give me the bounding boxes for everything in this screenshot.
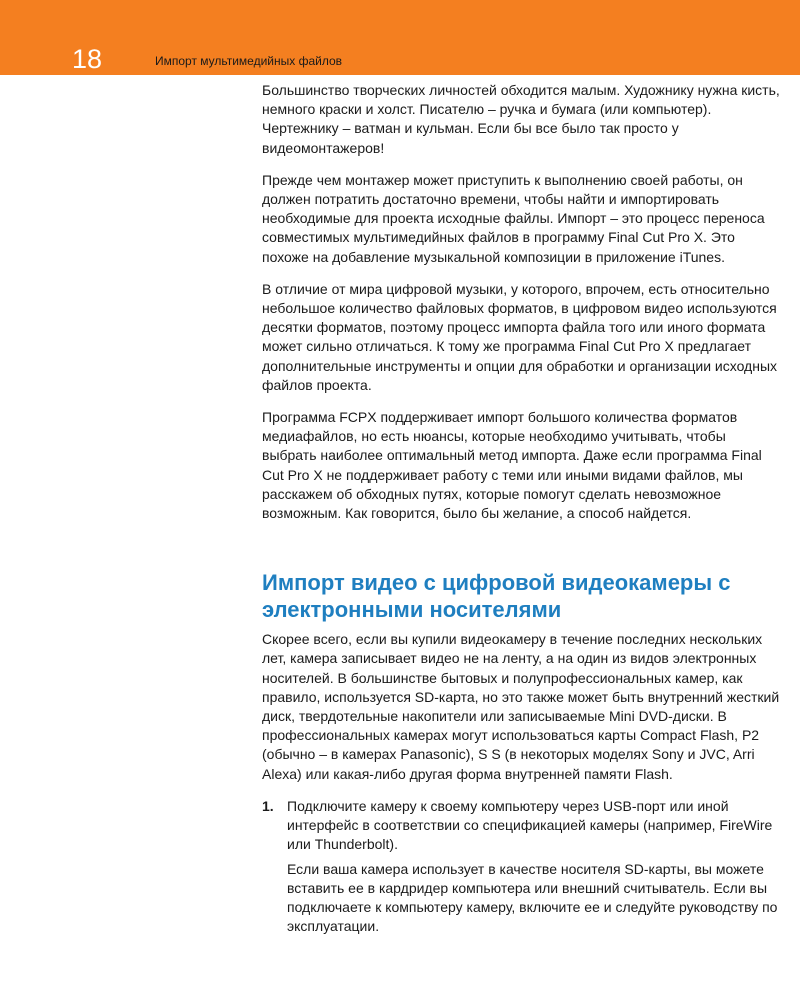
body-paragraph: Большинство творческих личностей обходится малым. Художнику нужна кисть, немного краски и холст. Писателю – ручка и бумага (или компьютер). Чертежнику – ватман и кульман. Если бы все было так просто у видеомонтажеров! bbox=[262, 82, 780, 156]
list-item-subtext: Если ваша камера использует в качестве носителя SD-карты, вы можете вставить ее в кардридер компьютера или внешний считыватель. Если вы подключаете к компьютеру камеру, включите ее и следуйте руководству по эксплуатации. bbox=[287, 860, 778, 935]
page-number: 18 bbox=[72, 44, 103, 74]
chapter-title: Импорт мультимедийных файлов bbox=[155, 54, 343, 68]
body-paragraph: Программа FCPX поддерживает импорт большого количества форматов медиафайлов, но есть нюансы, которые необходимо учитывать, чтобы выбрать наиболее оптимальный метод импорта. Даже если программа Final Cut Pro X не поддерживает работу с теми или иными видами файлов, мы расскажем об обходных путях, которые помогут сделать невозможное возможным. Как говорится, было бы желание, а способ найдется. bbox=[262, 409, 762, 522]
list-marker: 1. bbox=[262, 797, 274, 814]
body-paragraph: Прежде чем монтажер может приступить к выполнению своей работы, он должен потратить достаточно времени, чтобы найти и импортировать необходимые для проекта исходные файлы. Импорт – это процесс переноса совместимых мультимедийных файлов в программу Final Cut Pro X. Это похоже на добавление музыкальной композиции в приложение iTunes. bbox=[262, 171, 765, 265]
list-item bbox=[262, 797, 780, 936]
section-heading: Импорт видео с цифровой видеокамеры с электронными носителями bbox=[262, 570, 731, 623]
body-paragraph: В отличие от мира цифровой музыки, у которого, впрочем, есть относительно небольшое количество файловых форматов, в цифровом видео используются десятки форматов, поэтому процесс импорта файла того или иного формата может сильно отличаться. К тому же программа Final Cut Pro X предлагает дополнительные инструменты и опции для обработки и организации исходных файлов проекта. bbox=[262, 280, 778, 393]
list-item-text: Подключите камеру к своему компьютеру через USB-порт или иной интерфейс в соответствии со спецификацией камеры (например, FireWire или Thunderbolt). bbox=[287, 797, 773, 853]
header-band bbox=[0, 0, 800, 75]
section-paragraph: Скорее всего, если вы купили видеокамеру в течение последних нескольких лет, камера записывает видео не на ленту, а на один из видов электронных носителей. В большинстве бытовых и полупрофессиональных камер, как правило, используется SD-карта, но это также может быть внутренний жесткий диск, твердотельные накопители или записываемые Mini DVD-диски. В профессиональных камерах могут использоваться карты Compact Flash, P2 (обычно – в камерах Panasonic), S S (в некоторых моделях Sony и JVC, Arri Alexa) или какая-либо другая форма внутренней памяти Flash. bbox=[262, 631, 780, 782]
page-content bbox=[262, 81, 780, 936]
